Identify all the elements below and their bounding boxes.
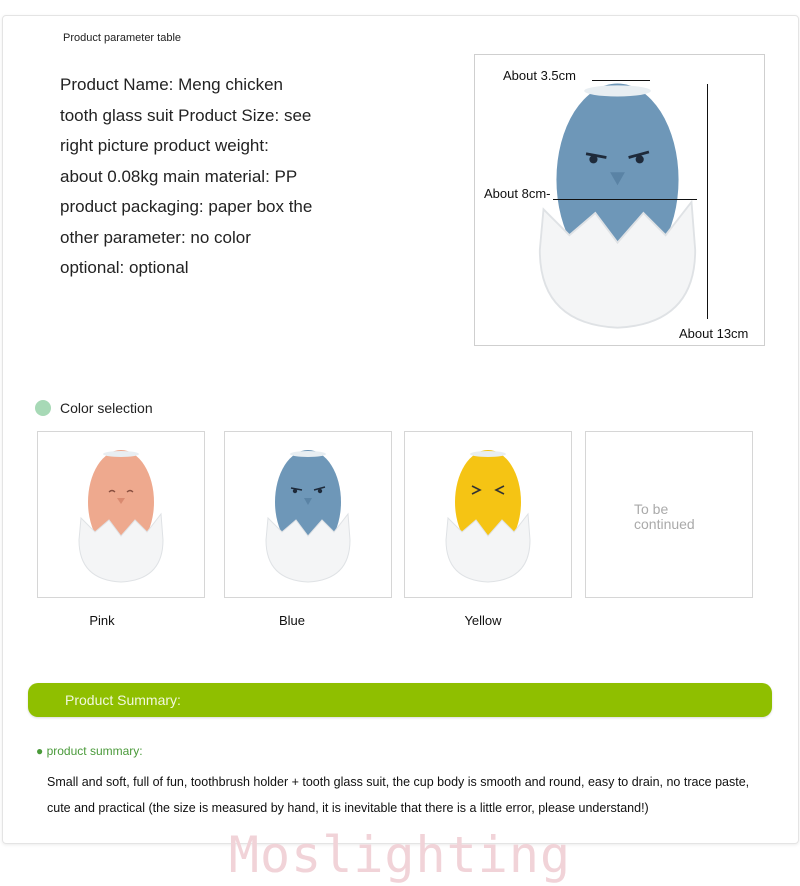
color-selection-heading (35, 400, 153, 416)
color-option-pink[interactable] (37, 431, 205, 598)
to-be-continued-text: To be continued (634, 501, 695, 532)
yellow-egg-cup-image (438, 440, 538, 585)
height-line (707, 84, 708, 319)
pink-egg-cup-image (71, 440, 171, 585)
color-label-yellow: Yellow (464, 613, 502, 628)
blue-egg-cup-image (258, 440, 358, 585)
color-label-blue: Blue (278, 613, 306, 628)
color-label-pink: Pink (89, 613, 115, 628)
watermark: Moslighting (228, 826, 572, 884)
top-width-line (592, 80, 650, 81)
dimension-image (474, 54, 765, 346)
top-width-label: About 3.5cm (503, 68, 576, 83)
color-selection-label: Color selection (60, 400, 153, 416)
product-summary-body: Small and soft, full of fun, toothbrush holder + tooth glass suit, the cup body is smooth and round, easy to drain, no trace paste, cute and practical (the size is measured by hand, it is inevitable that there is a little error, please understand!) (47, 775, 750, 815)
color-option-yellow[interactable] (404, 431, 572, 598)
color-option-placeholder (585, 431, 753, 598)
green-dot-icon (35, 400, 51, 416)
body-width-line (553, 199, 697, 200)
body-width-label: About 8cm- (484, 186, 551, 201)
color-option-blue[interactable] (224, 431, 392, 598)
parameter-table-title: Product parameter table (63, 32, 182, 44)
parameter-description: Product Name: Meng chicken tooth glass suit Product Size: see right picture product weight: about 0.08kg main material: PP product packaging: paper box the other parameter: no color optional: optional (60, 75, 313, 277)
product-summary-subheading: ● product summary: (36, 744, 143, 758)
product-summary-bar (28, 683, 772, 717)
product-summary-bar-label: Product Summary: (65, 692, 181, 708)
height-label: About 13cm (679, 326, 749, 341)
